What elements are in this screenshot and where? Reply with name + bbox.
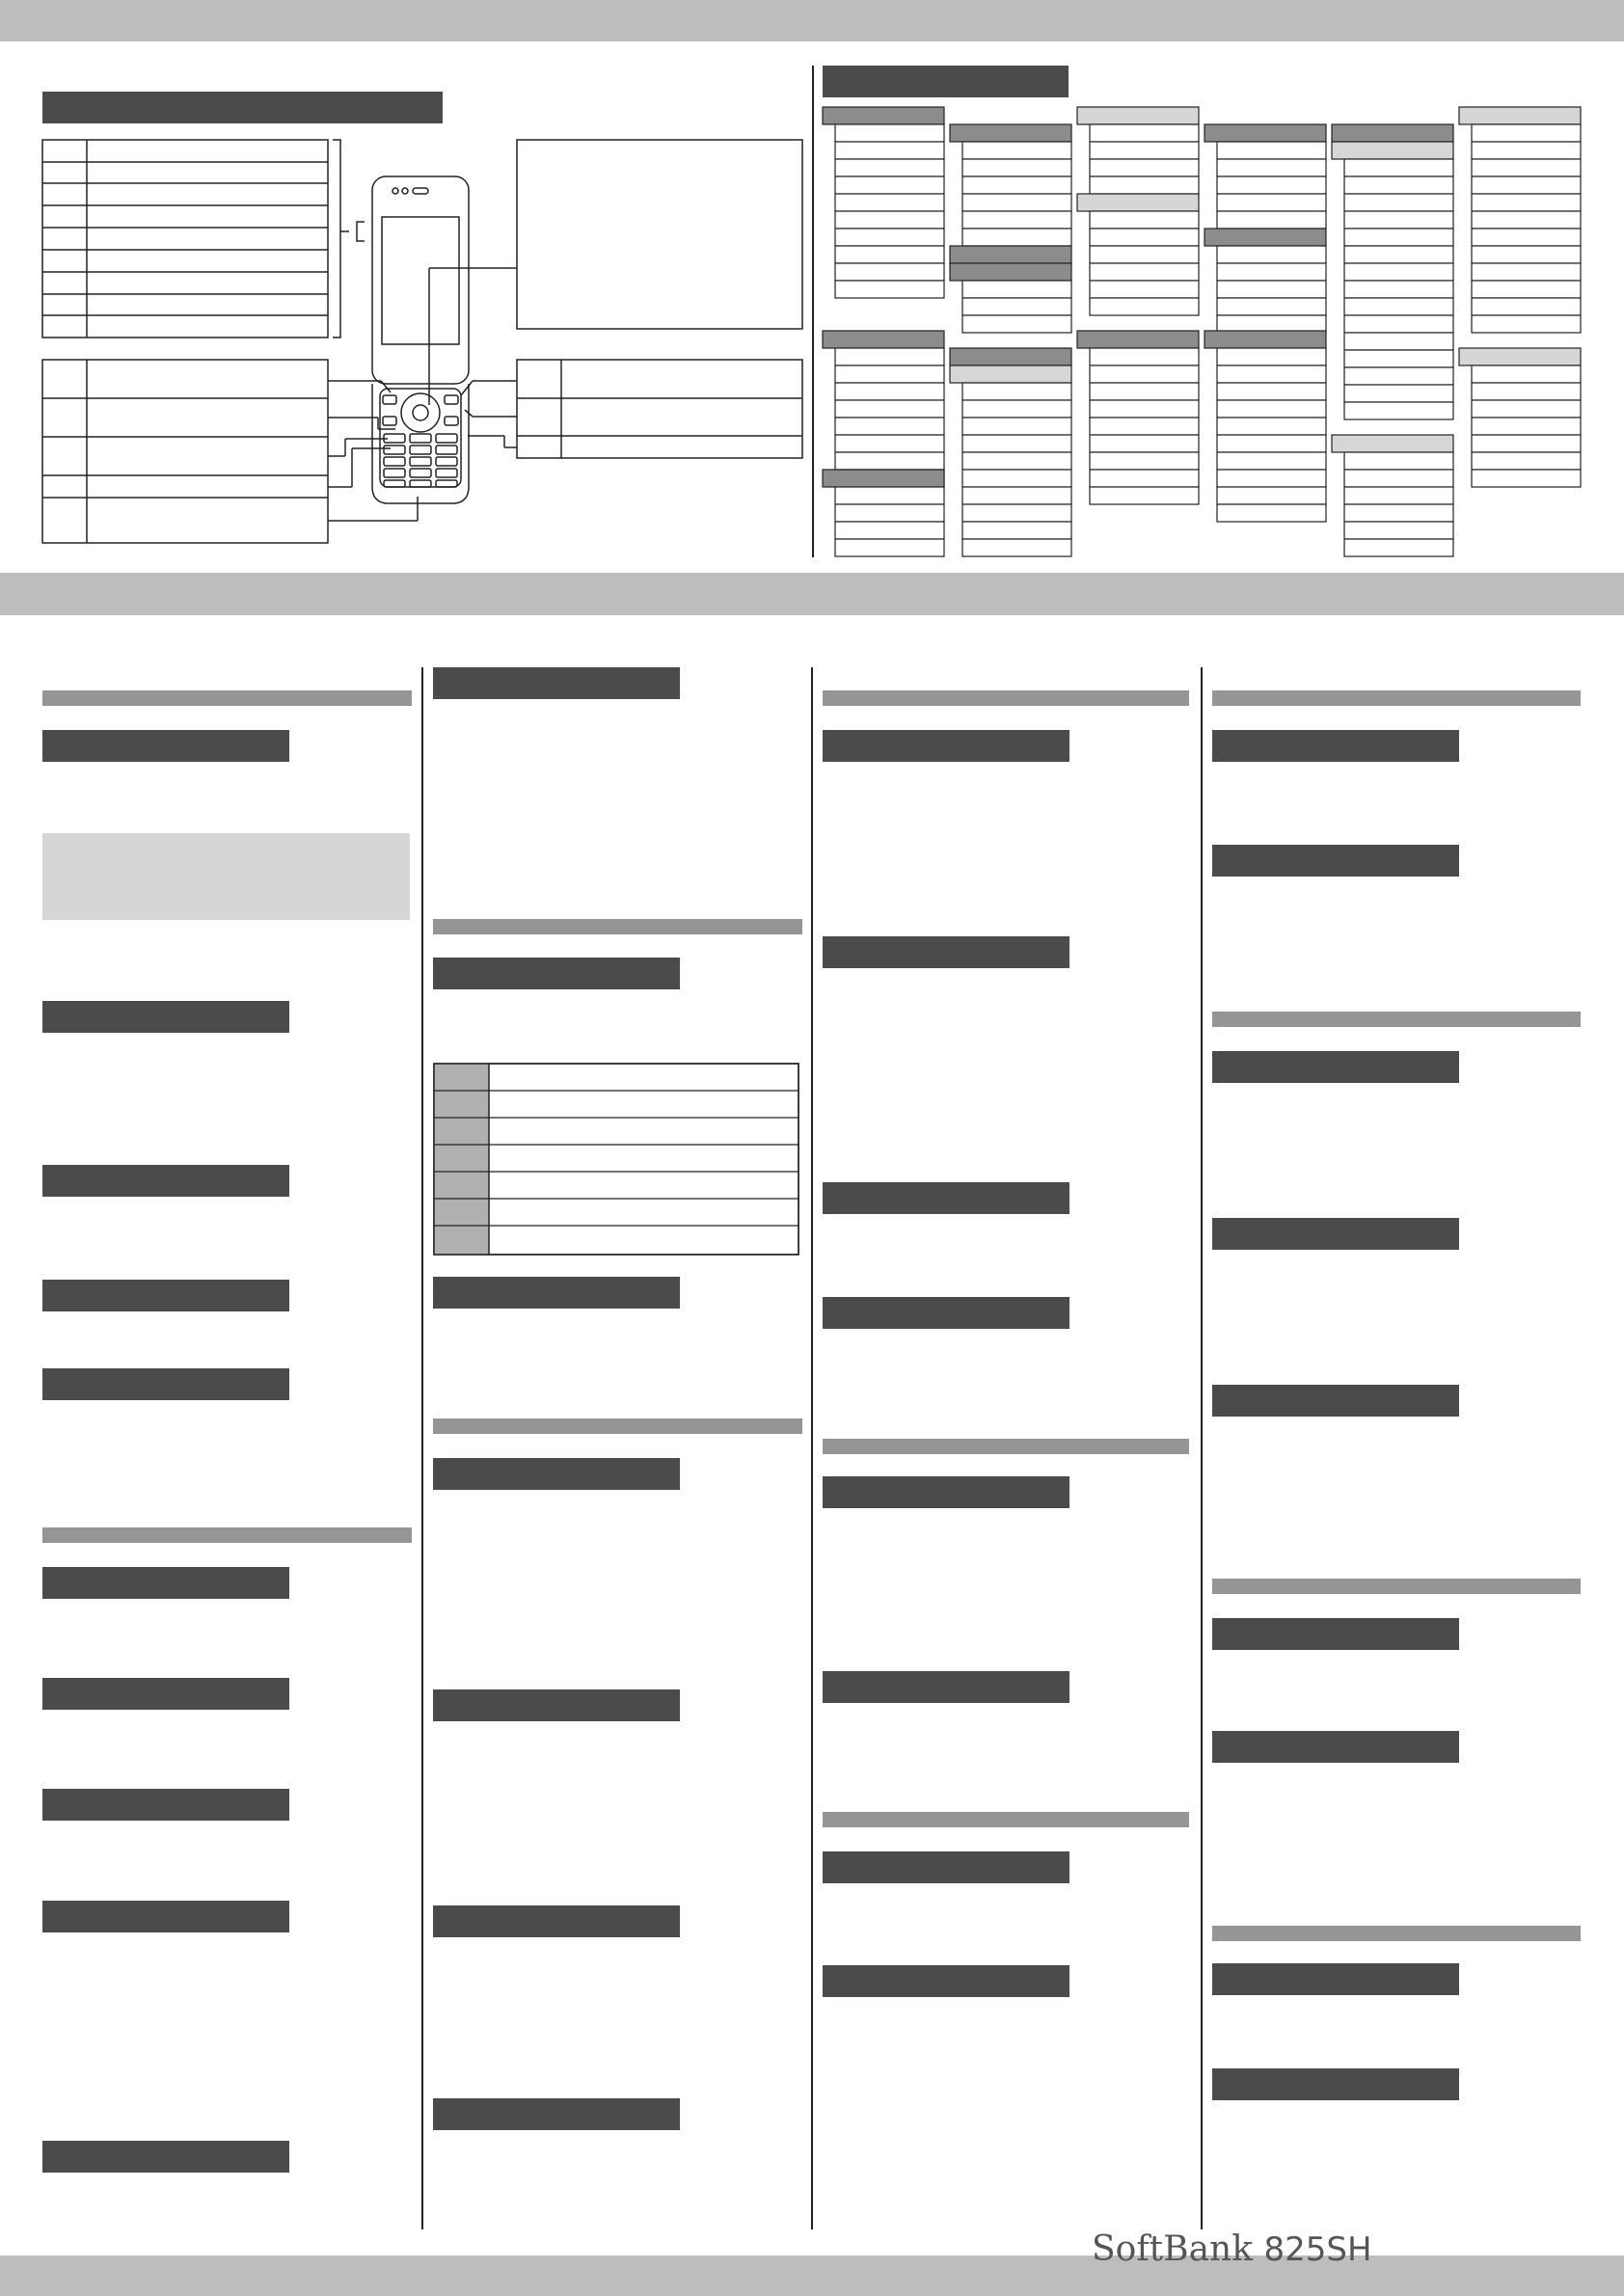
section-bar	[1212, 1012, 1581, 1027]
menu-cell	[835, 246, 944, 263]
menu-cell	[1090, 176, 1199, 194]
menu-cell	[1217, 246, 1326, 263]
menu-cell	[1472, 229, 1581, 246]
heading-bar	[42, 1368, 289, 1400]
menu-cell	[835, 522, 944, 539]
menu-cell	[1332, 124, 1453, 142]
heading-bar	[1212, 1618, 1459, 1650]
heading-bar	[823, 1182, 1069, 1214]
menu-cell	[1344, 367, 1453, 385]
menu-cell	[835, 348, 944, 365]
heading-bar	[433, 667, 680, 699]
menu-cell	[823, 470, 944, 487]
menu-cell	[1472, 263, 1581, 281]
menu-cell	[1217, 487, 1326, 504]
menu-cell	[1090, 246, 1199, 263]
menu-cell	[823, 331, 944, 348]
menu-cell	[1090, 348, 1199, 365]
menu-cell	[1217, 418, 1326, 435]
menu-cell	[1472, 159, 1581, 176]
menu-cell	[1459, 348, 1581, 365]
menu-cell	[1344, 385, 1453, 402]
section-bar	[433, 1418, 802, 1434]
menu-cell	[835, 487, 944, 504]
menu-cell	[1217, 435, 1326, 452]
note-box	[42, 833, 410, 920]
menu-cell	[1472, 383, 1581, 400]
menu-cell	[962, 315, 1071, 333]
menu-cell	[835, 211, 944, 229]
heading-bar	[42, 1901, 289, 1932]
menu-cell	[1090, 124, 1199, 142]
heading-bar	[1212, 1731, 1459, 1763]
info-table	[433, 1063, 799, 1256]
menu-cell	[1090, 365, 1199, 383]
menu-cell	[1217, 263, 1326, 281]
menu-cell	[1204, 124, 1326, 142]
menu-cell	[835, 365, 944, 383]
heading-bar	[823, 1671, 1069, 1703]
menu-cell	[1344, 246, 1453, 263]
menu-cell	[1090, 263, 1199, 281]
menu-cell	[835, 159, 944, 176]
heading-bar	[433, 1689, 680, 1721]
menu-cell	[962, 539, 1071, 556]
menu-cell	[835, 124, 944, 142]
menu-cell	[1204, 331, 1326, 348]
menu-cell	[1077, 194, 1199, 211]
menu-cell	[1090, 159, 1199, 176]
menu-cell	[1472, 400, 1581, 418]
menu-cell	[835, 504, 944, 522]
menu-cell	[1344, 487, 1453, 504]
menu-cell	[1472, 452, 1581, 470]
heading-bar	[42, 1001, 289, 1033]
menu-cell	[1090, 229, 1199, 246]
menu-cell	[835, 176, 944, 194]
heading-bar	[823, 1476, 1069, 1508]
menu-cell	[962, 281, 1071, 298]
menu-cell	[950, 263, 1071, 281]
menu-cell	[1344, 522, 1453, 539]
menu-cell	[962, 487, 1071, 504]
menu-cell	[1472, 124, 1581, 142]
menu-cell	[1090, 470, 1199, 487]
menu-cell	[962, 229, 1071, 246]
heading-bar	[1212, 1385, 1459, 1417]
menu-cell	[1090, 211, 1199, 229]
menu-cell	[1077, 107, 1199, 124]
menu-cell	[962, 194, 1071, 211]
menu-cell	[1090, 383, 1199, 400]
menu-cell	[1472, 281, 1581, 298]
menu-cell	[1344, 470, 1453, 487]
menu-cell	[950, 365, 1071, 383]
menu-cell	[1217, 194, 1326, 211]
heading-bar	[42, 730, 289, 762]
section-bar	[823, 690, 1189, 706]
menu-cell	[1344, 539, 1453, 556]
menu-cell	[1472, 418, 1581, 435]
menu-cell	[1344, 159, 1453, 176]
heading-bar	[1212, 1963, 1459, 1995]
menu-cell	[962, 159, 1071, 176]
menu-cell	[1344, 281, 1453, 298]
menu-cell	[1344, 350, 1453, 367]
menu-cell	[962, 211, 1071, 229]
section-bar	[1212, 690, 1581, 706]
heading-bar	[1212, 1218, 1459, 1250]
menu-cell	[1344, 452, 1453, 470]
menu-cell	[1472, 470, 1581, 487]
menu-cell	[950, 246, 1071, 263]
menu-cell	[962, 435, 1071, 452]
column-divider-2	[811, 667, 813, 2229]
menu-cell	[1459, 107, 1581, 124]
menu-cell	[835, 418, 944, 435]
menu-map	[0, 0, 1624, 579]
menu-cell	[1472, 365, 1581, 383]
column-divider-1	[421, 667, 423, 2229]
heading-bar	[433, 1905, 680, 1937]
menu-cell	[1217, 159, 1326, 176]
section-bar	[42, 1527, 412, 1543]
menu-cell	[950, 124, 1071, 142]
menu-cell	[1472, 211, 1581, 229]
menu-cell	[1332, 142, 1453, 159]
heading-bar	[823, 1297, 1069, 1329]
menu-cell	[1090, 452, 1199, 470]
menu-cell	[1472, 246, 1581, 263]
menu-cell	[1344, 176, 1453, 194]
menu-cell	[962, 418, 1071, 435]
menu-cell	[1090, 298, 1199, 315]
menu-cell	[1217, 470, 1326, 487]
menu-cell	[950, 348, 1071, 365]
brand-model: 825SH	[1263, 2230, 1372, 2269]
menu-cell	[1344, 402, 1453, 419]
heading-bar	[823, 1965, 1069, 1997]
menu-cell	[1344, 315, 1453, 333]
brand-logo	[1092, 2229, 1372, 2269]
menu-cell	[1090, 487, 1199, 504]
menu-cell	[1077, 331, 1199, 348]
section-bar	[1212, 1579, 1581, 1594]
heading-bar	[1212, 1051, 1459, 1083]
menu-cell	[835, 263, 944, 281]
menu-cell	[1217, 315, 1326, 333]
heading-bar	[42, 1165, 289, 1197]
menu-cell	[962, 470, 1071, 487]
menu-cell	[962, 452, 1071, 470]
menu-cell	[835, 539, 944, 556]
menu-cell	[835, 400, 944, 418]
menu-cell	[1344, 504, 1453, 522]
menu-cell	[835, 383, 944, 400]
heading-bar	[42, 1789, 289, 1821]
menu-cell	[1217, 504, 1326, 522]
menu-cell	[1472, 176, 1581, 194]
menu-cell	[1217, 400, 1326, 418]
menu-cell	[1344, 194, 1453, 211]
menu-cell	[1344, 211, 1453, 229]
menu-cell	[962, 522, 1071, 539]
section-bar	[433, 919, 802, 934]
menu-cell	[1344, 263, 1453, 281]
menu-cell	[962, 400, 1071, 418]
menu-cell	[1217, 365, 1326, 383]
menu-cell	[1217, 348, 1326, 365]
menu-cell	[1344, 298, 1453, 315]
menu-cell	[1472, 435, 1581, 452]
section-bar	[42, 690, 412, 706]
bottom-band	[0, 2255, 1624, 2296]
heading-bar	[42, 1280, 289, 1311]
menu-cell	[962, 383, 1071, 400]
menu-cell	[835, 281, 944, 298]
menu-cell	[835, 142, 944, 159]
menu-cell	[1090, 142, 1199, 159]
menu-cell	[1472, 142, 1581, 159]
menu-cell	[835, 435, 944, 452]
menu-cell	[1344, 229, 1453, 246]
column-divider-3	[1201, 667, 1203, 2229]
menu-cell	[1472, 194, 1581, 211]
menu-cell	[1204, 229, 1326, 246]
menu-cell	[1332, 435, 1453, 452]
menu-cell	[1090, 400, 1199, 418]
heading-bar	[823, 1851, 1069, 1883]
heading-bar	[433, 2098, 680, 2130]
menu-cell	[962, 142, 1071, 159]
heading-bar	[1212, 730, 1459, 762]
heading-bar	[823, 936, 1069, 968]
section-bar	[823, 1812, 1189, 1827]
heading-bar	[433, 958, 680, 989]
menu-cell	[1217, 211, 1326, 229]
menu-cell	[962, 504, 1071, 522]
menu-cell	[1217, 142, 1326, 159]
heading-bar	[433, 1458, 680, 1490]
menu-cell	[962, 176, 1071, 194]
heading-bar	[42, 1567, 289, 1599]
middle-band	[0, 573, 1624, 615]
menu-cell	[1217, 298, 1326, 315]
menu-cell	[1090, 418, 1199, 435]
heading-bar	[42, 2141, 289, 2173]
menu-cell	[1344, 333, 1453, 350]
section-bar	[1212, 1926, 1581, 1941]
heading-bar	[1212, 845, 1459, 877]
menu-cell	[835, 229, 944, 246]
menu-cell	[1472, 298, 1581, 315]
heading-bar	[823, 730, 1069, 762]
menu-cell	[1217, 281, 1326, 298]
menu-cell	[962, 298, 1071, 315]
heading-bar	[1212, 2068, 1459, 2100]
menu-cell	[835, 452, 944, 470]
heading-bar	[433, 1277, 680, 1309]
menu-cell	[1217, 176, 1326, 194]
menu-cell	[1090, 435, 1199, 452]
section-bar	[823, 1439, 1189, 1454]
heading-bar	[42, 1678, 289, 1710]
menu-cell	[1472, 315, 1581, 333]
menu-cell	[1090, 281, 1199, 298]
menu-cell	[823, 107, 944, 124]
menu-cell	[1217, 383, 1326, 400]
menu-cell	[1217, 452, 1326, 470]
menu-cell	[835, 194, 944, 211]
brand-name: SoftBank	[1092, 2229, 1254, 2269]
